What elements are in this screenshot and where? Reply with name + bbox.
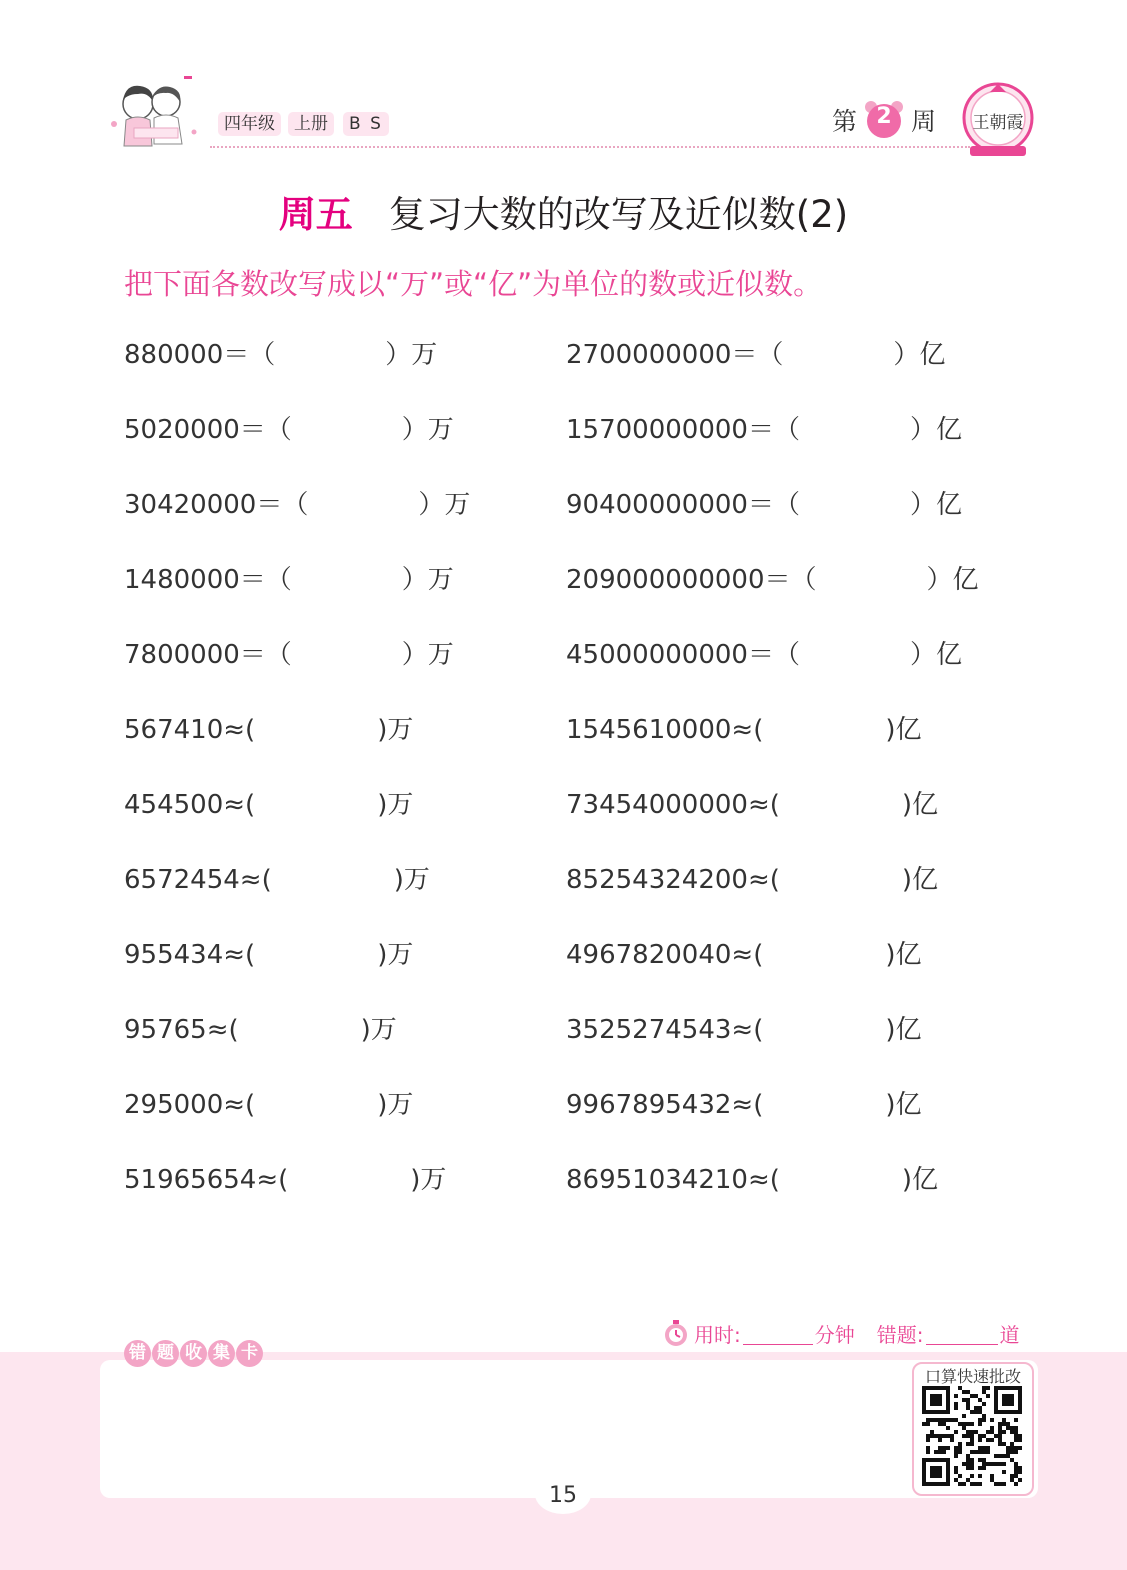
exercise-unit: ）亿 [926,565,979,595]
exercise-expression: 2700000000＝（ [566,340,784,370]
exercise-expression: 51965654≈( [124,1165,289,1195]
page-title [0,184,1127,238]
exercise-expression: 3525274543≈( [566,1015,764,1045]
exercise-row [124,635,470,675]
time-and-errors-tracker [662,1316,1020,1350]
exercise-unit: )亿 [885,940,922,970]
exercise-row [566,785,979,825]
exercise-unit: )万 [377,940,414,970]
exercise-row [124,560,470,600]
exercise-unit: ）万 [418,490,471,520]
exercise-row [124,1160,470,1200]
instruction-text: 把下面各数改写成以“万”或“亿”为单位的数或近似数。 [124,267,823,301]
error-card-title-char: 题 [152,1340,179,1367]
exercise-expression: 90400000000＝（ [566,490,800,520]
grade-label: 四年级 [218,112,281,136]
error-card-title-char: 收 [180,1340,207,1367]
exercise-row [566,1160,979,1200]
exercise-expression: 567410≈( [124,715,256,745]
exercise-unit: )万 [410,1165,447,1195]
volume-label: 上册 [288,112,334,136]
exercise-row [124,1010,470,1050]
errors-label: 错题: [876,1322,924,1347]
exercise-row [124,485,470,525]
exercise-row [124,1085,470,1125]
exercise-unit: ）亿 [909,490,962,520]
exercise-unit: )万 [393,865,430,895]
week-number: 2 [876,104,892,129]
errors-unit: 道 [999,1322,1020,1347]
logo-text: 王朝霞 [972,113,1024,133]
exercise-row [566,335,979,375]
exercise-unit: )万 [377,715,414,745]
error-card-title [124,1340,264,1370]
exercise-row [124,410,470,450]
exercise-unit: )亿 [885,1090,922,1120]
exercise-unit: ）万 [401,640,454,670]
exercise-unit: )万 [377,1090,414,1120]
alarm-clock-icon [863,100,905,140]
time-unit: 分钟 [814,1322,855,1347]
kids-illustration-icon [104,70,204,156]
exercise-expression: 9967895432≈( [566,1090,764,1120]
exercise-expression: 15700000000＝（ [566,415,800,445]
exercise-row [124,335,470,375]
exercise-expression: 5020000＝（ [124,415,292,445]
exercise-unit: ）亿 [909,640,962,670]
left-exercise-column [124,335,470,1200]
time-blank[interactable] [743,1322,813,1345]
exercise-expression: 86951034210≈( [566,1165,780,1195]
exercise-unit: )亿 [901,1165,939,1195]
error-card-title-char: 集 [208,1340,235,1367]
exercise-unit: )亿 [885,715,922,745]
exercise-unit: ）万 [385,340,438,370]
week-prefix: 第 [832,107,858,136]
header-divider [210,146,970,148]
exercise-expression: 4967820040≈( [566,940,764,970]
errors-blank[interactable] [926,1322,998,1345]
exercise-expression: 955434≈( [124,940,256,970]
exercise-expression: 295000≈( [124,1090,256,1120]
exercise-expression: 85254324200≈( [566,865,780,895]
exercise-row [124,860,470,900]
exercise-expression: 45000000000＝（ [566,640,800,670]
exercise-expression: 30420000＝（ [124,490,309,520]
exercise-unit: )亿 [885,1015,922,1045]
exercise-unit: )万 [360,1015,397,1045]
exercise-row [566,560,979,600]
exercise-expression: 880000＝（ [124,340,276,370]
exercise-row [566,410,979,450]
exercise-expression: 73454000000≈( [566,790,780,820]
exercise-expression: 1480000＝（ [124,565,292,595]
right-exercise-column [566,335,979,1200]
exercise-expression: 95765≈( [124,1015,239,1045]
exercise-unit: ）亿 [909,415,962,445]
exercise-row [566,1010,979,1050]
exercise-unit: ）万 [401,415,454,445]
page-number: 15 [535,1474,591,1514]
exercise-expression: 454500≈( [124,790,256,820]
title-topic: 复习大数的改写及近似数(2) [388,193,849,236]
exercise-unit: ）万 [401,565,454,595]
exercise-expression: 209000000000＝（ [566,565,817,595]
exercise-expression: 1545610000≈( [566,715,764,745]
exercise-row [566,1085,979,1125]
exercise-expression: 6572454≈( [124,865,272,895]
title-day: 周五 [278,193,353,236]
exercise-expression: 7800000＝（ [124,640,292,670]
exercise-unit: ）亿 [893,340,946,370]
exercise-row [566,935,979,975]
exercise-unit: )亿 [901,865,939,895]
exercise-unit: )万 [377,790,414,820]
exercise-row [566,485,979,525]
error-card-title-char: 错 [124,1340,151,1367]
edition-label: B S [343,112,389,136]
exercise-row [124,935,470,975]
time-label: 用时: [694,1322,741,1347]
exercise-row [566,635,979,675]
logo-badge-icon [960,78,1036,162]
week-indicator [832,100,936,140]
exercise-row [124,710,470,750]
qr-code-icon[interactable] [922,1386,1022,1486]
stopwatch-icon [662,1319,690,1347]
qr-label: 口算快速批改 [924,1367,1021,1386]
exercise-row [124,785,470,825]
error-card-title-char: 卡 [236,1340,263,1367]
exercise-unit: )亿 [901,790,939,820]
exercise-row [566,860,979,900]
exercise-row [566,710,979,750]
week-suffix: 周 [911,107,937,136]
